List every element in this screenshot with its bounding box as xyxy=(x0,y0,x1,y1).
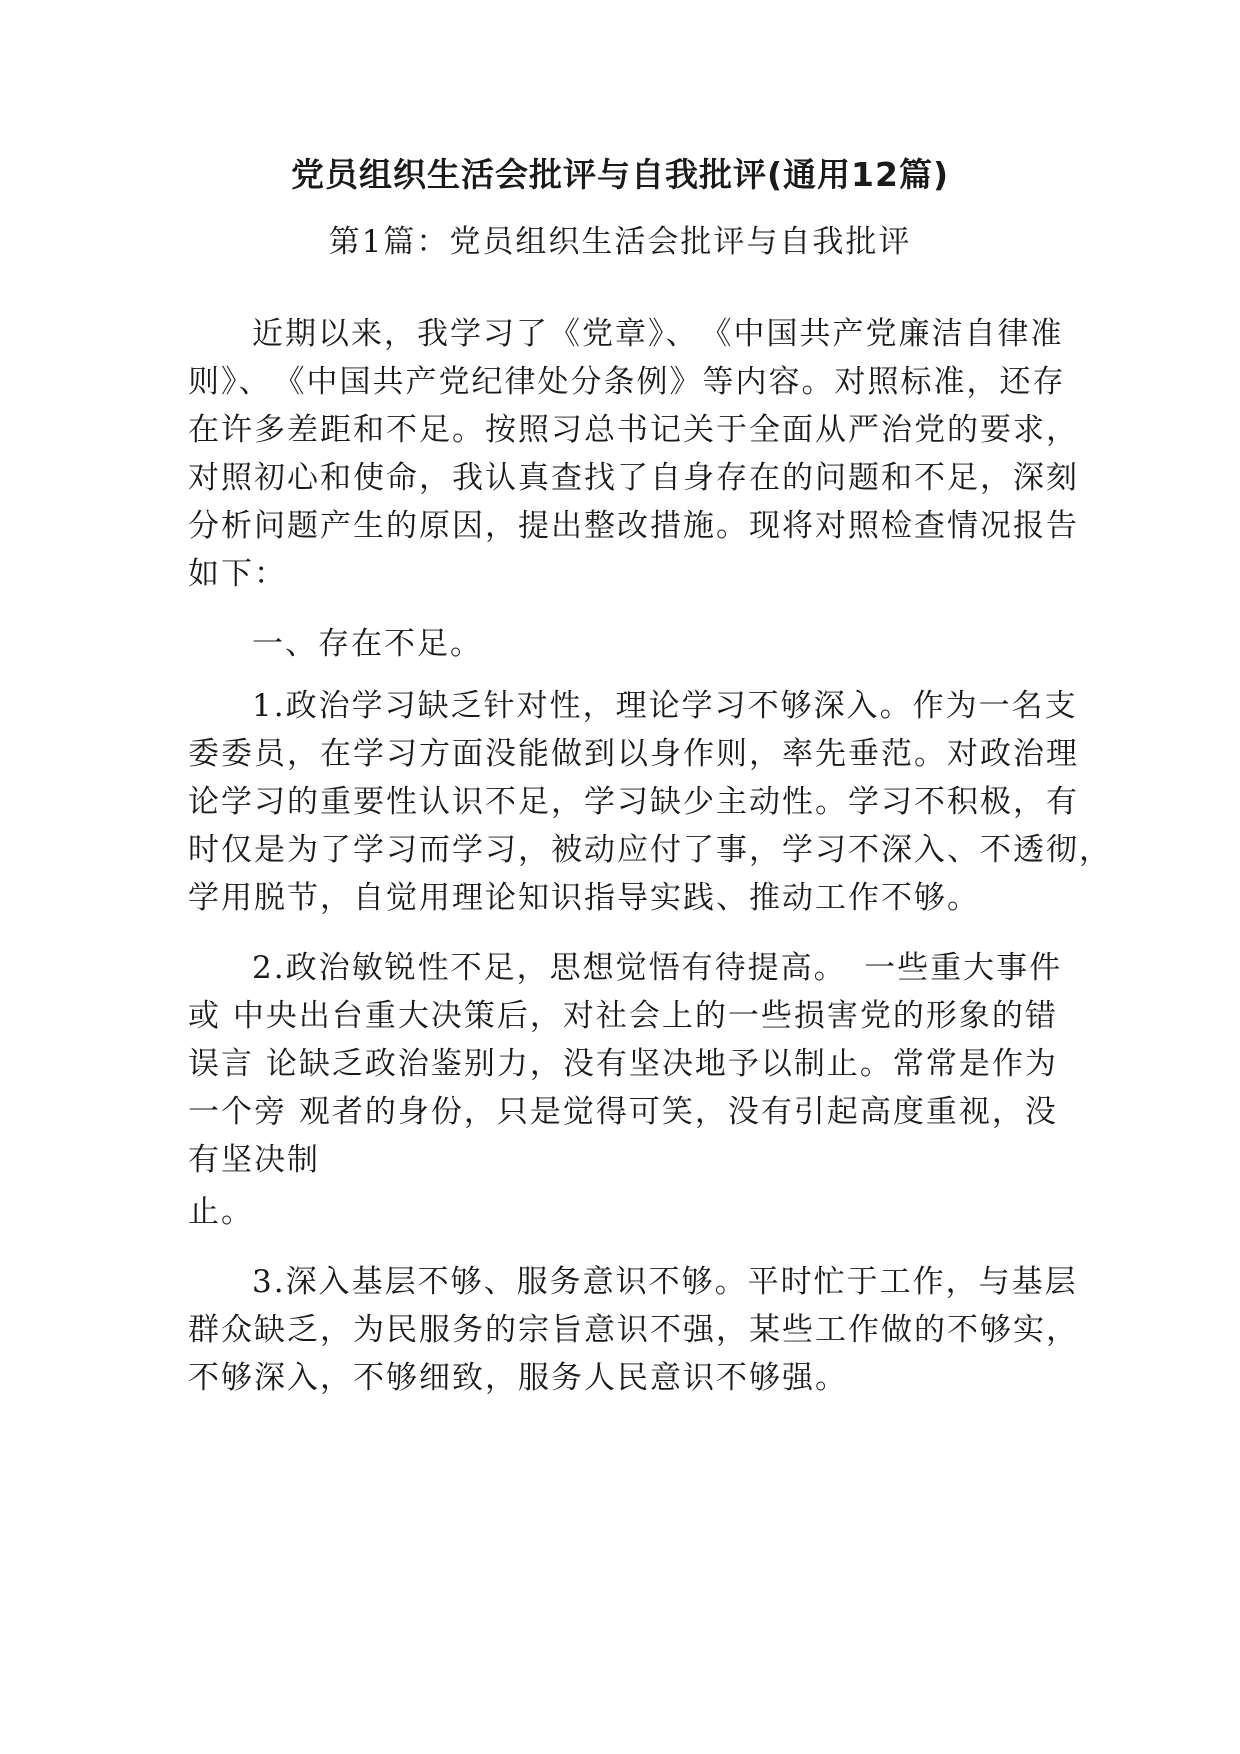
paragraph-line: 一个旁 观者的身份，只是觉得可笑，没有引起高度重视，没 xyxy=(188,1094,1058,1130)
paragraph-line: 止。 xyxy=(188,1194,254,1230)
paragraph-line: 不够深入，不够细致，服务人民意识不够强。 xyxy=(188,1360,848,1396)
document-title: 党员组织生活会批评与自我批评(通用12篇) xyxy=(290,155,950,194)
paragraph-line: 3.深入基层不够、服务意识不够。平时忙于工作，与基层 xyxy=(252,1264,1078,1300)
paragraph-line: 近期以来，我学习了《党章》、 《中国共产党廉洁自律准 xyxy=(252,316,1064,352)
paragraph-line: 误言 论缺乏政治鉴别力，没有坚决地予以制止。常常是作为 xyxy=(188,1046,1058,1082)
paragraph-line: 委委员，在学习方面没能做到以身作则，率先垂范。对政治理 xyxy=(188,736,1079,772)
paragraph-line: 则》、 《中国共产党纪律处分条例》等内容。对照标准，还存 xyxy=(188,364,1066,400)
paragraph-line: 对照初心和使命，我认真查找了自身存在的问题和不足，深刻 xyxy=(188,460,1079,496)
paragraph-line: 时仅是为了学习而学习，被动应付了事，学习不深入、不透彻， xyxy=(188,832,1112,868)
document-subtitle: 第1篇：党员组织生活会批评与自我批评 xyxy=(328,224,912,260)
paragraph-line: 2.政治敏锐性不足，思想觉悟有待提高。 一些重大事件 xyxy=(252,950,1063,986)
paragraph-line: 分析问题产生的原因，提出整改措施。现将对照检查情况报告 xyxy=(188,508,1079,544)
paragraph-line: 学用脱节，自觉用理论知识指导实践、推动工作不够。 xyxy=(188,880,980,916)
paragraph-line: 如下： xyxy=(188,556,287,592)
paragraph-line: 有坚决制 xyxy=(188,1142,320,1178)
section-heading: 一、存在不足。 xyxy=(252,626,483,662)
paragraph-line: 在许多差距和不足。按照习总书记关于全面从严治党的要求， xyxy=(188,412,1079,448)
paragraph-line: 或 中央出台重大决策后，对社会上的一些损害党的形象的错 xyxy=(188,998,1058,1034)
paragraph-line: 群众缺乏，为民服务的宗旨意识不强，某些工作做的不够实， xyxy=(188,1312,1079,1348)
paragraph-line: 1.政治学习缺乏针对性，理论学习不够深入。作为一名支 xyxy=(252,688,1078,724)
paragraph-line: 论学习的重要性认识不足，学习缺少主动性。学习不积极，有 xyxy=(188,784,1079,820)
